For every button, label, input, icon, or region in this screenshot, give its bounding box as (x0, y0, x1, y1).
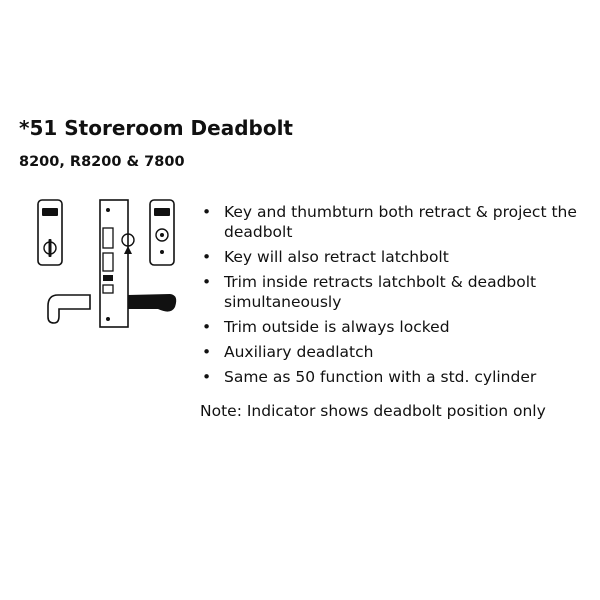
feature-text: Key and thumbturn both retract & project the deadbolt (224, 203, 577, 241)
bullet-icon: • (202, 318, 212, 336)
inside-lever-icon (48, 295, 90, 323)
feature-text: Trim outside is always locked (224, 318, 450, 336)
indicator-note: Note: Indicator shows deadbolt position only (200, 402, 546, 420)
feature-text: Key will also retract latchbolt (224, 248, 449, 266)
feature-text: Auxiliary deadlatch (224, 343, 374, 361)
feature-text: Same as 50 function with a std. cylinder (224, 368, 537, 386)
outside-lever-icon (128, 294, 176, 312)
list-item (200, 342, 590, 362)
feature-list (200, 202, 590, 392)
bullet-icon: • (202, 248, 212, 266)
list-item (200, 367, 590, 387)
feature-text: Trim inside retracts latchbolt & deadbolt simultaneously (224, 273, 537, 311)
inside-trim-thumbturn-icon (38, 200, 62, 265)
bullet-icon: • (202, 273, 212, 291)
lock-function-diagram (30, 195, 180, 355)
bullet-icon: • (202, 368, 212, 386)
bullet-icon: • (202, 203, 212, 221)
list-item (200, 247, 590, 267)
model-numbers: 8200, R8200 & 7800 (19, 154, 185, 170)
list-item (200, 317, 590, 337)
outside-trim-cylinder-icon (150, 200, 174, 265)
list-item (200, 272, 590, 312)
bullet-icon: • (202, 343, 212, 361)
list-item (200, 202, 590, 242)
page-title: *51 Storeroom Deadbolt (19, 116, 293, 140)
